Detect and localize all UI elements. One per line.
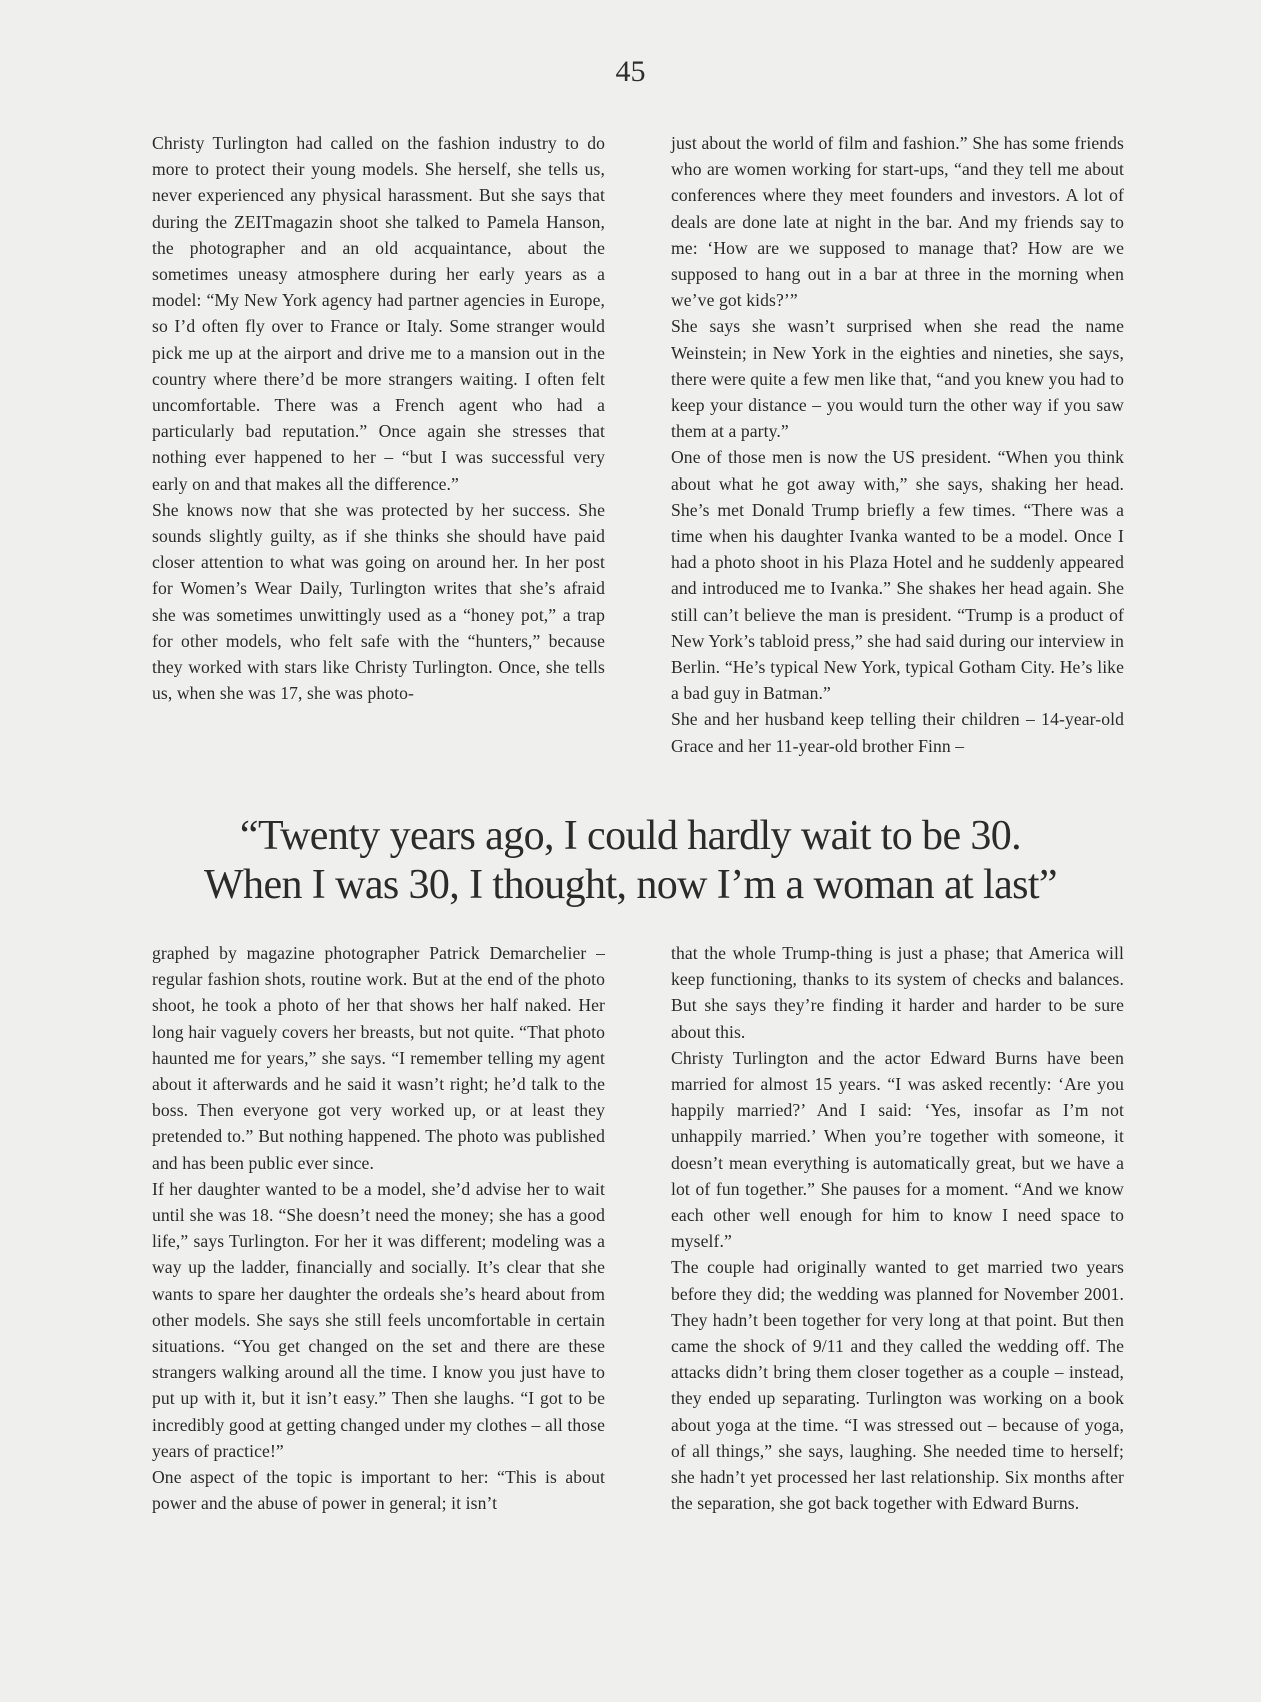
paragraph: One of those men is now the US president. “When you think about what he got away with,” she says, shaking her head. She’s met Donald Trump briefly a few times. “There was a time when his daughter Ivanka wanted to be a model. Once I had a photo shoot in his Plaza Hotel and he suddenly appeared and introduced me to Ivanka.” She shakes her head again. She still can’t believe the man is president. “Trump is a product of New York’s tabloid press,” she had said during our interview in Berlin. “He’s typical New York, typical Gotham City. He’s like a bad guy in Batman.” <box>671 447 1124 704</box>
pull-quote-line-1: “Twenty years ago, I could hardly wait to be 30. <box>239 813 1022 859</box>
article-column-3 <box>152 940 605 1516</box>
paragraph: One aspect of the topic is important to her: “This is about power and the abuse of power in general; it isn’t <box>152 1467 605 1514</box>
paragraph: She and her husband keep telling their children – 14-year-old Grace and her 11-year-old brother Finn – <box>671 709 1124 756</box>
article-column-2 <box>671 130 1124 759</box>
paragraph: just about the world of film and fashion.” She has some friends who are women working for start-ups, “and they tell me about conferences where they meet founders and investors. A lot of deals are done late at night in the bar. And my friends say to me: ‘How are we supposed to manage that? How are we supposed to hang out in a bar at three in the morning when we’ve got kids?’” <box>671 133 1124 311</box>
paragraph: graphed by magazine photographer Patrick Demarchelier – regular fashion shots, routine work. But at the end of the photo shoot, he took a photo of her that shows her half naked. Her long hair vaguely covers her breasts, but not quite. “That photo haunted me for years,” she says. “I remember telling my agent about it afterwards and he said it wasn’t right; he’d talk to the boss. Then everyone got very worked up, or at least they pretended to.” But nothing happened. The photo was published and has been public ever since. <box>152 943 605 1173</box>
pull-quote <box>100 812 1161 910</box>
paragraph: The couple had originally wanted to get married two years before they did; the wedding was planned for November 2001. They hadn’t been together for very long at that point. But then came the shock of 9/11 and they called the wedding off. The attacks didn’t bring them closer together as a couple – instead, they ended up separating. Turlington was working on a book about yoga at the time. “I was stressed out – because of yoga, of all things,” she says, laughing. She needed time to herself; she hadn’t yet processed her last relationship. Six months after the separation, she got back together with Edward Burns. <box>671 1257 1124 1514</box>
paragraph: Christy Turlington had called on the fashion industry to do more to protect their young models. She herself, she tells us, never experienced any physical harassment. But she says that during the ZEITmagazin shoot she talked to Pamela Hanson, the photographer and an old acquaintance, about the sometimes uneasy atmosphere during her early years as a model: “My New York agency had partner agencies in Europe, so I’d often fly over to France or Italy. Some stranger would pick me up at the airport and drive me to a mansion out in the country where there’d be more strangers waiting. I often felt uncomfortable. There was a French agent who had a particularly bad reputation.” Once again she stresses that nothing ever happened to her – “but I was successful very early on and that makes all the difference.” <box>152 133 605 494</box>
article-column-1 <box>152 130 605 706</box>
paragraph: that the whole Trump-thing is just a phase; that America will keep functioning, thanks to its system of checks and balances. But she says they’re finding it harder and harder to be sure about this. <box>671 943 1124 1042</box>
paragraph: If her daughter wanted to be a model, she’d advise her to wait until she was 18. “She doesn’t need the money; she has a good life,” says Turlington. For her it was different; modeling was a way up the ladder, financially and socially. It’s clear that she wants to spare her daughter the ordeals she’s heard about from other models. She says she still feels uncomfortable in certain situations. “You get changed on the set and there are these strangers walking around all the time. I know you just have to put up with it, but it isn’t easy.” Then she laughs. “I got to be incredibly good at getting changed under my clothes – all those years of practice!” <box>152 1178 605 1461</box>
paragraph: Christy Turlington and the actor Edward Burns have been married for almost 15 years. “I was asked recently: ‘Are you happily married?’ And I said: ‘Yes, insofar as I’m not unhappily married.’ When you’re together with someone, it doesn’t mean everything is automatically great, but we have a lot of fun together.” She pauses for a moment. “And we know each other well enough for him to know I need space to myself.” <box>671 1047 1124 1252</box>
paragraph: She knows now that she was protected by her success. She sounds slightly guilty, as if she thinks she should have paid closer attention to what was going on around her. In her post for Women’s Wear Daily, Turlington writes that she’s afraid she was sometimes unwittingly used as a “honey pot,” a trap for other models, who felt safe with the “hunters,” because they worked with stars like Christy Turlington. Once, she tells us, when she was 17, she was photo- <box>152 499 605 704</box>
pull-quote-line-2: When I was 30, I thought, now I’m a woman at last” <box>204 862 1057 908</box>
page-number: 45 <box>615 55 646 88</box>
paragraph: She says she wasn’t surprised when she read the name Weinstein; in New York in the eighties and nineties, she says, there were quite a few men like that, “and you knew you had to keep your distance – you would turn the other way if you saw them at a party.” <box>671 316 1124 442</box>
article-column-4 <box>671 940 1124 1516</box>
